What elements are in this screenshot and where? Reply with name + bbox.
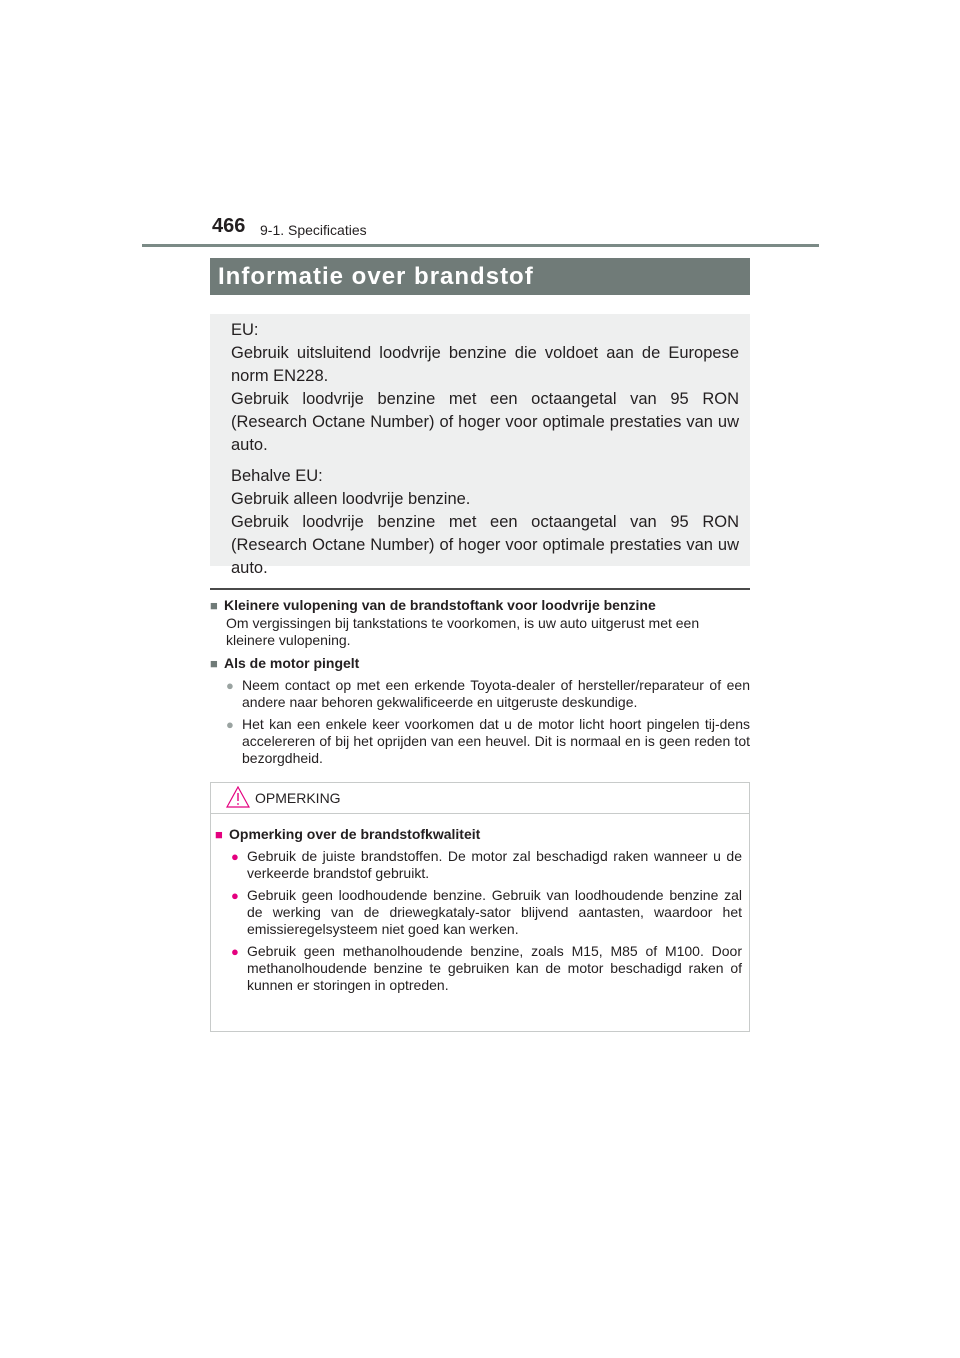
note-heading-knocking: [210, 655, 750, 672]
note-heading-text: Als de motor pingelt: [224, 655, 360, 671]
note-heading-text: Kleinere vulopening van de brandstoftank voor loodvrije benzine: [224, 597, 656, 613]
list-item: [215, 943, 742, 994]
content-divider: [210, 588, 750, 590]
square-bullet-icon: ■: [210, 656, 218, 671]
non-eu-line-2: Gebruik loodvrije benzine met een octaangetal van 95 RON (Research Octane Number) of hoger voor optimale prestaties van uw auto.: [231, 513, 739, 577]
eu-label: EU:: [231, 321, 259, 339]
list-item-text: Het kan een enkele keer voorkomen dat u de motor licht hoort pingelen tij-dens accelereren of bij het oprijden van een heuvel. Dit is normaal en is geen reden tot bezorgdheid.: [242, 716, 750, 766]
square-bullet-icon: ■: [215, 827, 223, 842]
fuel-info-box: [210, 314, 750, 577]
list-item-text: Gebruik geen methanolhoudende benzine, zoals M15, M85 of M100. Door methanolhoudende benzine te gebruiken kan de motor beschadigd raken of kunnen er storingen in optreden.: [247, 943, 742, 993]
list-item-text: Gebruik geen loodhoudende benzine. Gebruik van loodhoudende benzine zal de werking van de driewegkataly-sator blijvend aantasten, waardoor het emissieregelsysteem niet goed kan werken.: [247, 887, 742, 937]
notes-section: [210, 597, 750, 767]
note-paragraph: Om vergissingen bij tankstations te voorkomen, is uw auto uitgerust met een kleinere vulopening.: [226, 615, 700, 648]
list-item: [210, 716, 750, 767]
circle-bullet-icon: ●: [231, 888, 239, 903]
notice-body: [211, 814, 749, 994]
notice-heading: [215, 826, 742, 843]
list-item: [210, 677, 750, 711]
list-item-text: Neem contact op met een erkende Toyota-dealer of hersteller/reparateur of een andere naar behoren gekwalificeerde en uitgeruste deskundige.: [242, 677, 750, 710]
notice-label: OPMERKING: [255, 790, 341, 806]
page-title: Informatie over brandstof: [210, 258, 750, 295]
eu-line-1: Gebruik uitsluitend loodvrije benzine die voldoet aan de Europese norm EN228.: [231, 344, 739, 385]
notice-heading-text: Opmerking over de brandstofkwaliteit: [229, 826, 481, 842]
section-label: 9-1. Specificaties: [260, 222, 367, 238]
circle-bullet-icon: ●: [231, 849, 239, 864]
header-divider: [142, 244, 819, 247]
page-number: 466: [212, 215, 246, 237]
list-item: [215, 887, 742, 938]
non-eu-line-1: Gebruik alleen loodvrije benzine.: [231, 490, 471, 508]
notice-header: [211, 783, 749, 814]
square-bullet-icon: ■: [210, 598, 218, 613]
circle-bullet-icon: ●: [226, 717, 234, 732]
notice-box: [210, 782, 750, 1032]
list-item: [215, 848, 742, 882]
list-item-text: Gebruik de juiste brandstoffen. De motor zal beschadigd raken wanneer u de verkeerde brandstof gebruikt.: [247, 848, 742, 881]
circle-bullet-icon: ●: [231, 944, 239, 959]
circle-bullet-icon: ●: [226, 678, 234, 693]
eu-line-2: Gebruik loodvrije benzine met een octaangetal van 95 RON (Research Octane Number) of hoger voor optimale prestaties van uw auto.: [231, 390, 739, 454]
warning-triangle-icon: [226, 786, 250, 808]
note-heading-filler-opening: [210, 597, 750, 614]
non-eu-label: Behalve EU:: [231, 467, 323, 485]
